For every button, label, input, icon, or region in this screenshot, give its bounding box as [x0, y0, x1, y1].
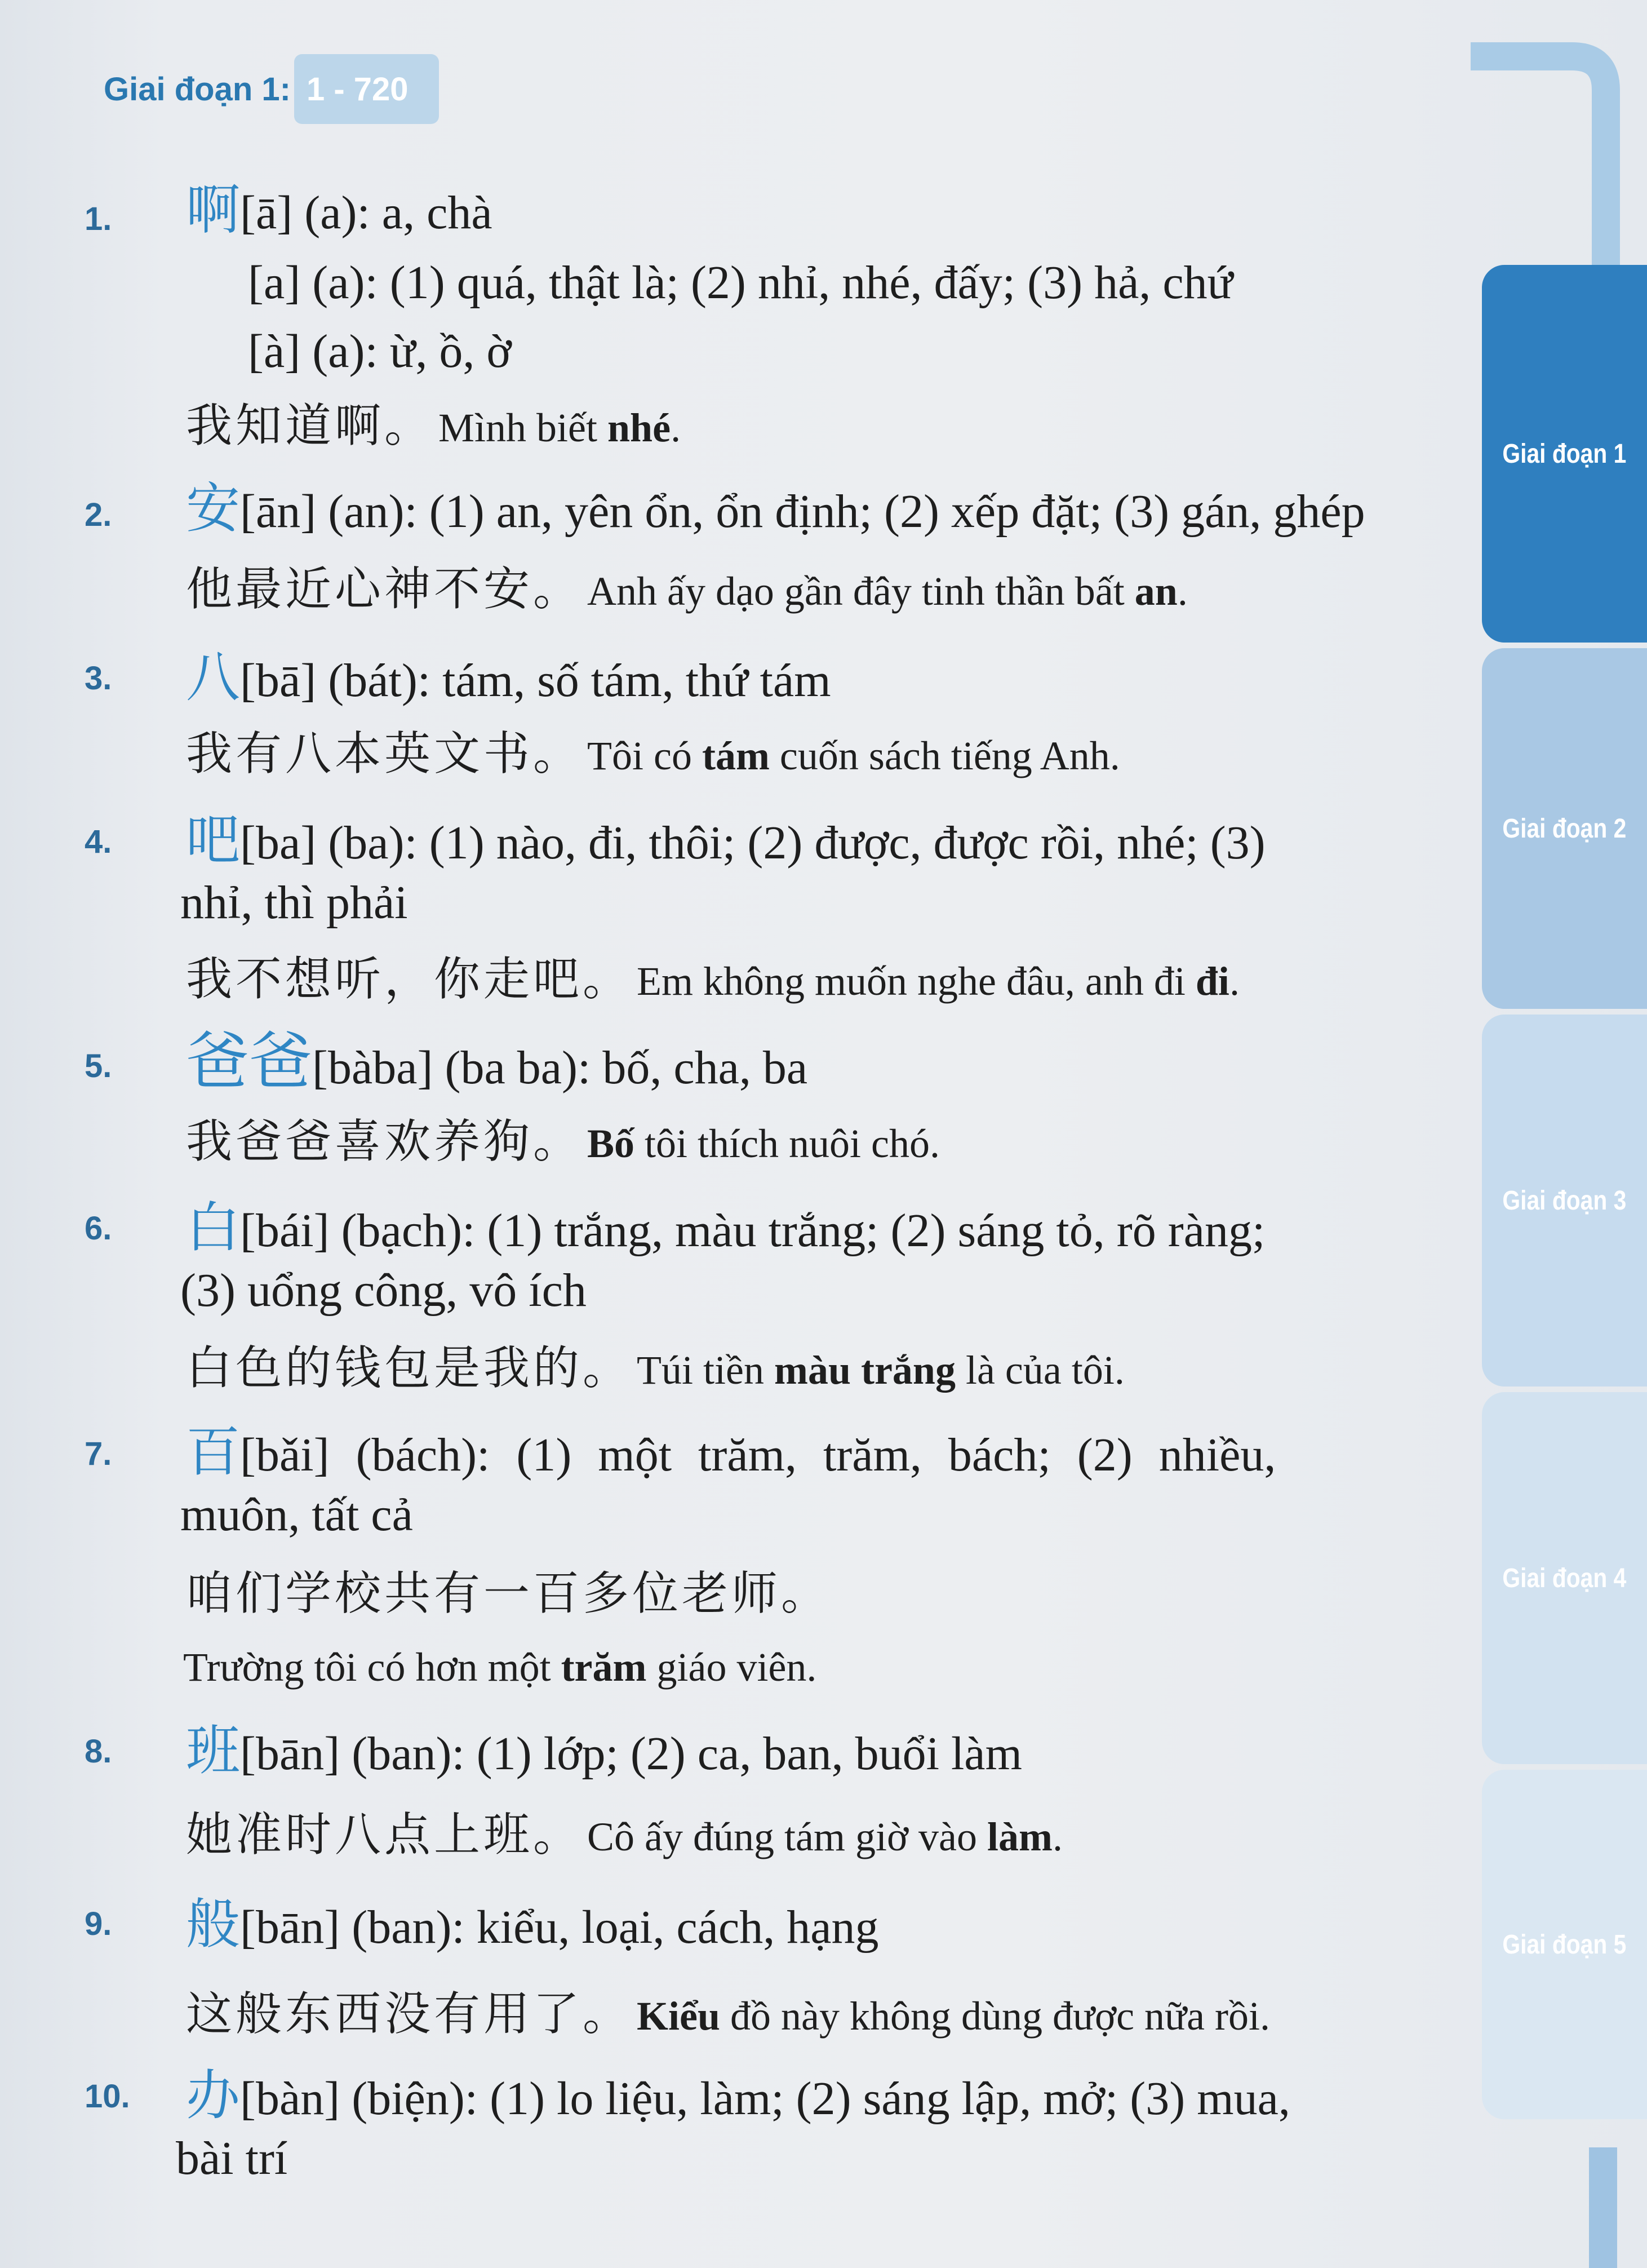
tab-stage-4[interactable] — [1482, 1392, 1647, 1764]
example-chinese: 我有八本英文书。 — [186, 727, 583, 781]
example-highlight: nhé — [607, 405, 671, 450]
entry-def-text: [ba] (ba): (1) nào, đi, thôi; (2) được, được rồi, nhé; (3) — [240, 817, 1266, 869]
example-chinese: 她准时八点上班。 — [186, 1808, 583, 1862]
entry-definition-extra: [a] (a): (1) quá, thật là; (2) nhỉ, nhé, đấy; (3) hả, chứ — [248, 256, 1233, 309]
entry-hanzi: 啊 — [186, 178, 240, 241]
example-text: là của tôi. — [955, 1348, 1125, 1393]
entry-definition — [186, 2065, 1409, 2129]
example-highlight: Bố — [587, 1121, 635, 1166]
entry-def-text: [bàn] (biện): (1) lo liệu, làm; (2) sáng lập, mở; (3) mua, — [240, 2072, 1290, 2125]
entry-definition — [186, 478, 1409, 542]
page-edge-accent — [1589, 2147, 1617, 2268]
entry-hanzi: 办 — [186, 2064, 240, 2127]
example-text: Mình biết — [438, 405, 608, 450]
tab-stage-2[interactable] — [1482, 648, 1647, 1009]
tab-stage-3[interactable] — [1482, 1015, 1647, 1387]
example-text: . — [1229, 959, 1240, 1004]
example-highlight: làm — [987, 1814, 1053, 1859]
example-vietnamese — [637, 959, 1240, 1004]
entry-hanzi: 般 — [186, 1893, 240, 1956]
example-vietnamese — [587, 569, 1188, 614]
entry-example — [186, 1341, 1409, 1397]
example-highlight: trăm — [561, 1645, 647, 1690]
entry-hanzi: 百 — [186, 1420, 240, 1483]
entry-example — [186, 1808, 1409, 1864]
entry-example-chinese — [186, 1567, 1409, 1623]
example-vietnamese — [637, 1348, 1125, 1393]
example-highlight: Kiểu — [637, 1994, 721, 2039]
entry-def-text: [bān] (ban): (1) lớp; (2) ca, ban, buổi làm — [240, 1727, 1022, 1780]
entry-definition — [186, 1025, 1409, 1098]
entry-def-text: [bā] (bát): tám, số tám, thứ tám — [240, 654, 831, 707]
example-vietnamese — [587, 733, 1120, 778]
entry-number: 10. — [85, 2078, 130, 2115]
tab-label: Giai đoạn 4 — [1502, 1563, 1627, 1593]
entry-hanzi: 八 — [186, 646, 240, 709]
example-text: tôi thích nuôi chó. — [634, 1121, 940, 1166]
entry-hanzi: 吧 — [186, 808, 240, 871]
example-text: Túi tiền — [637, 1348, 774, 1393]
entry-definition-cont: (3) uổng công, vô ích — [180, 1264, 587, 1317]
entry-hanzi: 班 — [186, 1719, 240, 1782]
example-chinese: 我爸爸喜欢养狗。 — [186, 1115, 583, 1168]
entry-example — [186, 727, 1409, 783]
entry-hanzi: 安 — [186, 477, 240, 540]
stage-header-label: Giai đoạn 1: — [104, 70, 291, 108]
example-text: Anh ấy dạo gần đây tinh thần bất — [587, 569, 1135, 614]
example-highlight: tám — [702, 733, 770, 778]
decorative-bracket-icon — [1465, 23, 1645, 271]
tab-stage-1[interactable] — [1482, 265, 1647, 643]
example-chinese: 他最近心神不安。 — [186, 562, 583, 616]
example-text: Cô ấy đúng tám giờ vào — [587, 1814, 987, 1859]
entry-example — [186, 1987, 1409, 2043]
entry-def-text: [bān] (ban): kiểu, loại, cách, hạng — [240, 1901, 879, 1954]
example-highlight: an — [1134, 569, 1178, 614]
example-highlight: đi — [1195, 959, 1229, 1004]
entry-def-text: [bǎi] (bách): (1) một trăm, trăm, bách; (2) nhiều, — [240, 1429, 1276, 1481]
example-highlight: màu trắng — [774, 1348, 956, 1393]
entry-number: 2. — [85, 497, 112, 533]
tab-label: Giai đoạn 1 — [1502, 438, 1627, 469]
stage-tabs — [1482, 265, 1647, 2268]
entry-definition — [186, 1720, 1409, 1784]
entry-definition-extra: [à] (a): ừ, ồ, ờ — [248, 325, 512, 378]
entry-definition — [186, 1421, 1409, 1486]
entry-number: 3. — [85, 660, 112, 697]
entry-definition — [186, 179, 1409, 243]
example-text: Trường tôi có hơn một — [183, 1645, 561, 1690]
entry-definition — [186, 1197, 1409, 1261]
tab-stage-5[interactable] — [1482, 1770, 1647, 2119]
stage-header-range: 1 - 720 — [294, 54, 439, 124]
entry-number: 5. — [85, 1048, 112, 1084]
example-vietnamese — [183, 1645, 816, 1690]
tab-label: Giai đoạn 2 — [1502, 813, 1627, 844]
tab-label: Giai đoạn 5 — [1502, 1929, 1627, 1960]
example-text: . — [1177, 569, 1188, 614]
tab-label: Giai đoạn 3 — [1502, 1185, 1627, 1216]
example-vietnamese — [637, 1994, 1270, 2039]
example-text: . — [671, 405, 681, 450]
entry-hanzi: 爸爸 — [186, 1025, 312, 1098]
entry-number: 7. — [85, 1436, 112, 1472]
example-vietnamese — [587, 1121, 940, 1166]
example-chinese: 我不想听，你走吧。 — [186, 953, 633, 1006]
entry-definition — [186, 647, 1409, 711]
entry-definition-cont: nhỉ, thì phải — [180, 876, 408, 929]
entry-example — [186, 1115, 1409, 1171]
entry-definition-cont: muôn, tất cả — [180, 1489, 413, 1541]
example-chinese: 这般东西没有用了。 — [186, 1987, 633, 2041]
entry-def-text: [ān] (an): (1) an, yên ổn, ổn định; (2) xếp đặt; (3) gán, ghép — [240, 485, 1365, 538]
example-text: đồ này không dùng được nữa rồi. — [720, 1994, 1271, 2039]
example-text: Em không muốn nghe đâu, anh đi — [637, 959, 1196, 1004]
entry-number: 8. — [85, 1733, 112, 1770]
entry-example — [186, 399, 1409, 455]
entry-hanzi: 白 — [186, 1196, 240, 1259]
entry-number: 6. — [85, 1210, 112, 1247]
entry-number: 4. — [85, 823, 112, 860]
example-chinese: 白色的钱包是我的。 — [186, 1341, 633, 1395]
entry-example-vietnamese — [183, 1640, 1409, 1694]
entry-definition — [186, 809, 1409, 874]
entry-def-text: [bái] (bạch): (1) trắng, màu trắng; (2) sáng tỏ, rõ ràng; — [240, 1204, 1266, 1257]
entry-example — [186, 953, 1409, 1008]
example-text: . — [1052, 1814, 1063, 1859]
entry-definition — [186, 1894, 1409, 1958]
example-chinese: 我知道啊。 — [186, 399, 434, 453]
example-text: Tôi có — [587, 733, 702, 778]
entry-definition-cont: bài trí — [176, 2132, 288, 2185]
entry-number: 9. — [85, 1906, 112, 1942]
example-chinese: 咱们学校共有一百多位老师。 — [186, 1567, 831, 1620]
example-vietnamese — [587, 1814, 1063, 1859]
entry-number: 1. — [85, 201, 112, 237]
entry-example — [186, 562, 1409, 618]
entry-def-text: [ā] (a): a, chà — [240, 187, 492, 239]
example-text: giáo viên. — [646, 1645, 817, 1690]
example-text: cuốn sách tiếng Anh. — [769, 733, 1120, 778]
example-vietnamese — [438, 405, 681, 450]
entry-def-text: [bàba] (ba ba): bố, cha, ba — [312, 1042, 808, 1094]
